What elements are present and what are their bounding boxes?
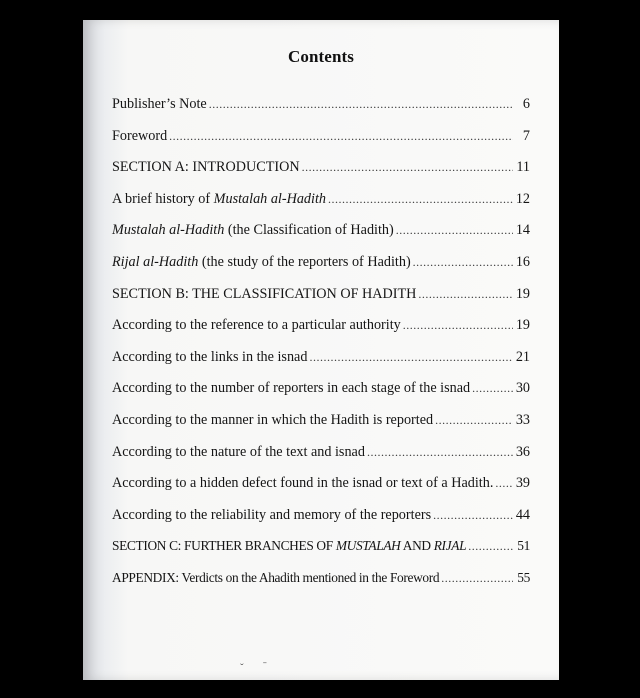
toc-page-number: 33 — [515, 412, 530, 428]
toc-entry-title — [112, 285, 416, 303]
toc-entry-title-part: SECTION A: INTRODUCTION — [112, 159, 300, 176]
book-page — [83, 20, 559, 680]
toc-entry-title-part: SECTION C: FURTHER BRANCHES OF — [112, 538, 336, 554]
dot-leader — [302, 158, 513, 176]
toc-entry-title — [112, 411, 433, 429]
toc-entry — [112, 411, 530, 429]
toc-entry-title — [112, 221, 394, 239]
toc-entry-title — [112, 348, 307, 366]
dot-leader — [495, 474, 512, 492]
toc-entry-title-part: Rijal al-Hadith — [112, 254, 199, 270]
toc-entry-title-part: A brief history of — [112, 190, 214, 207]
toc-entry-title — [112, 537, 466, 555]
toc-entry-title-part: According to the nature of the text and isnad — [112, 443, 365, 460]
toc-entry-title-part: SECTION B: THE CLASSIFICATION OF HADITH — [112, 285, 417, 302]
toc-page-number: 12 — [515, 190, 530, 207]
toc-page-number: 14 — [515, 222, 530, 239]
page-speck: ˇ — [240, 662, 244, 674]
toc-entry-title — [112, 474, 493, 492]
toc-entry-title-part: According to the links in the isnad — [112, 348, 308, 365]
toc-page-number: 19 — [515, 285, 530, 302]
toc-page-number: 7 — [522, 127, 530, 144]
toc-entry-title — [112, 506, 431, 524]
dot-leader — [441, 569, 513, 587]
toc-entry-title-part: (the Classification of Hadith) — [224, 222, 394, 239]
toc-page-number: 16 — [515, 254, 530, 270]
dot-leader — [328, 190, 513, 208]
toc-entry-title-part: According to the reference to a particular authority — [112, 317, 401, 334]
toc-entry — [112, 379, 530, 397]
dot-leader — [309, 348, 512, 366]
toc-entry — [112, 474, 530, 492]
page-title: Contents — [288, 47, 354, 66]
dot-leader — [209, 95, 513, 113]
toc-entry — [112, 348, 530, 366]
dot-leader — [433, 506, 513, 524]
toc-entry-title-part: Mustalah al-Hadith — [213, 190, 326, 207]
toc-entry-title — [112, 316, 401, 334]
toc-entry-title-part: According to the number of reporters in each stage of the isnad — [112, 380, 471, 397]
toc-entry-title-part: AND — [400, 538, 434, 554]
dot-leader — [472, 379, 513, 397]
toc-page-number: 51 — [517, 538, 530, 554]
toc-entry — [112, 316, 530, 334]
toc-entry-title — [112, 190, 326, 208]
toc-entry-title-part: According to a hidden defect found in the isnad or text of a Hadith. — [112, 475, 494, 492]
toc-entry-title — [112, 95, 207, 113]
toc-entry-title — [112, 127, 167, 145]
dot-leader — [367, 443, 513, 461]
toc-entry-title — [112, 569, 439, 587]
toc-entry — [112, 506, 530, 524]
dot-leader — [169, 127, 513, 145]
toc-entry-title — [112, 158, 300, 176]
toc-entry-title-part: Publisher’s Note — [112, 96, 207, 112]
dot-leader — [413, 253, 513, 271]
toc-entry — [112, 190, 530, 208]
toc-entry — [112, 221, 530, 239]
toc-entry-title-part: MUSTALAH — [335, 538, 401, 554]
toc-entry — [112, 443, 530, 461]
page-speck: ˉ — [263, 660, 267, 672]
toc-entry — [112, 285, 530, 303]
toc-entry — [112, 158, 530, 176]
toc-entry-title — [112, 443, 365, 461]
toc-entry — [112, 537, 530, 555]
toc-entry — [112, 127, 530, 145]
toc-entry-title-part: RIJAL — [433, 538, 467, 554]
dot-leader — [418, 285, 512, 303]
toc-page-number: 6 — [522, 96, 530, 112]
toc-entry-title-part: According to the reliability and memory of the reporters — [112, 506, 432, 523]
toc-entry-title — [112, 379, 470, 397]
toc-page-number: 19 — [515, 317, 530, 334]
toc-page-number: 11 — [516, 159, 530, 176]
toc-entry — [112, 569, 530, 587]
dot-leader — [468, 537, 513, 555]
toc-entry — [112, 253, 530, 271]
toc-page-number: 39 — [515, 475, 530, 492]
toc-entry-title-part: Mustalah al-Hadith — [112, 222, 225, 239]
toc-entry — [112, 95, 530, 113]
dot-leader — [396, 221, 513, 239]
toc-entry-title — [112, 253, 411, 271]
toc-page-number: 55 — [517, 570, 530, 585]
toc-entry-title-part: Foreword — [112, 127, 168, 144]
toc-entry-title-part: According to the manner in which the Hadith is reported — [112, 412, 434, 428]
toc-page-number: 30 — [515, 380, 530, 397]
toc-page-number: 21 — [515, 348, 530, 365]
toc-page-number: 44 — [515, 506, 530, 523]
toc-entry-title-part: (the study of the reporters of Hadith) — [198, 254, 411, 270]
dot-leader — [403, 316, 513, 334]
toc-entry-title-part: APPENDIX: Verdicts on the Ahadith mentioned in the Foreword — [112, 570, 440, 585]
dot-leader — [435, 411, 513, 429]
toc-page-number: 36 — [515, 443, 530, 460]
